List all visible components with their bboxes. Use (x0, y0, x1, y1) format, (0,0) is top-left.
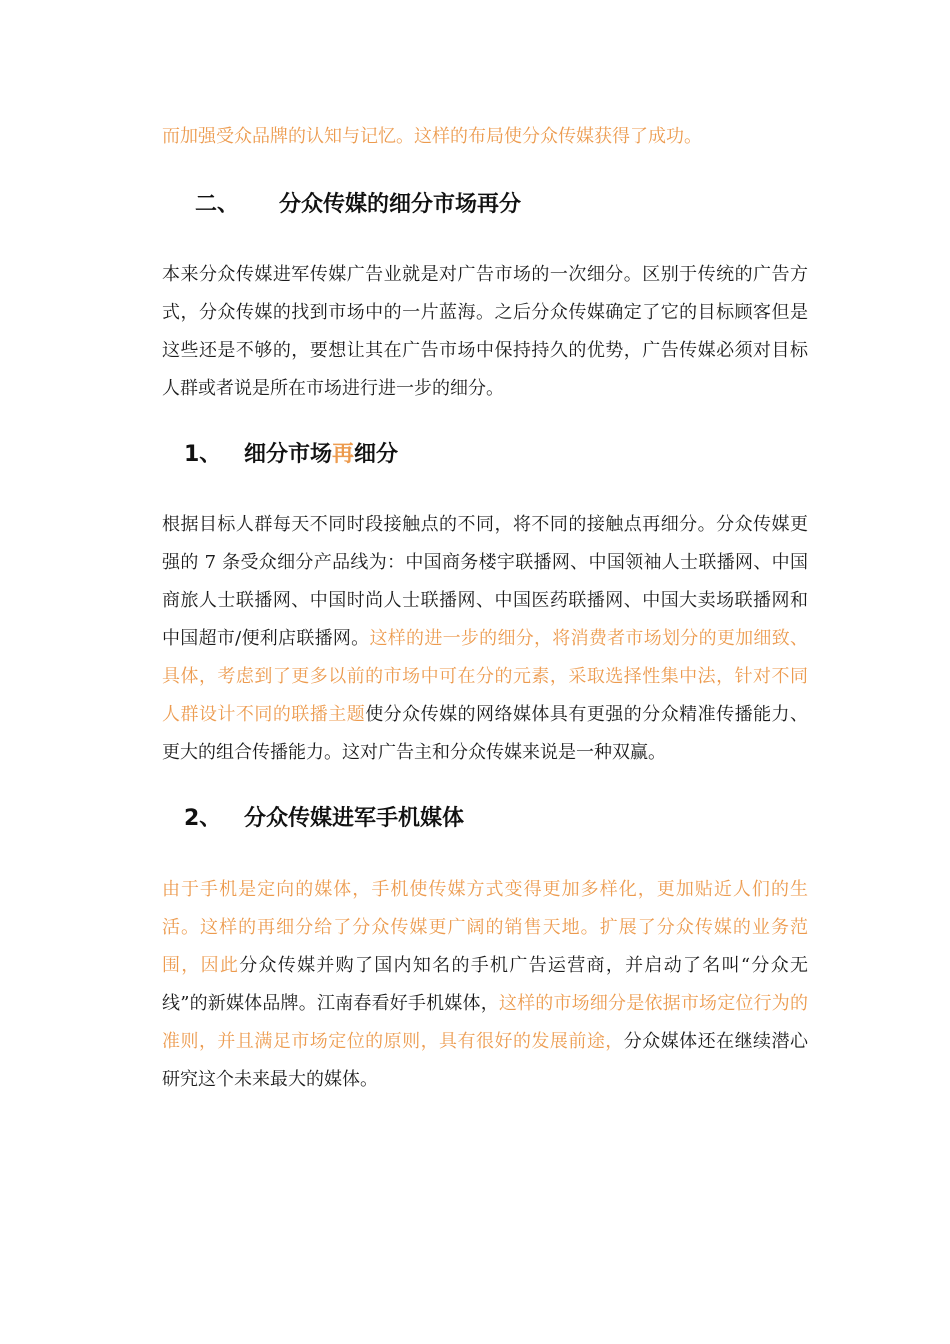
subsection-one-title-highlight: 再 (332, 442, 355, 467)
paragraph-two-text-b: 这样的进一步的细分，将消费者市场划分的更加细致、具体，考虑到了更多以前的市场中可在分的元素，采取选择性集中法，针对不同人群设计不同的联播主题 (162, 628, 808, 725)
paragraph-three-text-c: 这样的市场细分是依据市场定位行为的准则，并且满足市场定位的原则，具有很好的发展前途， (162, 993, 808, 1052)
paragraph-three (162, 871, 808, 1099)
subsection-one-number: 1、 (184, 442, 222, 467)
paragraph-three-text-b: 分众传媒并购了国内知名的手机广告运营商，并启动了名叫“分众无线”的新媒体品牌。江南春看好手机媒体， (162, 955, 808, 1014)
subsection-one-title-before: 细分市场 (244, 442, 333, 467)
intro-tail-text: 而加强受众品牌的认知与记忆。这样的布局使分众传媒获得了成功。 (162, 126, 702, 147)
paragraph-three-text-d: 分众媒体还在继续潜心研究这个未来最大的媒体。 (162, 1031, 809, 1090)
subsection-two-heading (184, 804, 464, 834)
subsection-two-title: 分众传媒进军手机媒体 (244, 806, 465, 831)
section-two-heading (195, 190, 521, 220)
intro-tail-paragraph (162, 118, 808, 156)
paragraph-two (162, 506, 808, 772)
paragraph-one-text: 本来分众传媒进军传媒广告业就是对广告市场的一次细分。区别于传统的广告方式，分众传媒的找到市场中的一片蓝海。之后分众传媒确定了它的目标顾客但是这些还是不够的，要想让其在广告市场中保持持久的优势，广告传媒必须对目标人群或者说是所在市场进行进一步的细分。 (162, 264, 808, 399)
paragraph-one (162, 256, 808, 408)
section-two-number: 二、 (195, 192, 240, 217)
section-two-title: 分众传媒的细分市场再分 (279, 192, 522, 217)
subsection-one-title-after: 细分 (354, 442, 399, 467)
paragraph-two-text-a: 根据目标人群每天不同时段接触点的不同，将不同的接触点再细分。分众传媒更强的 7 条受众细分产品线为：中国商务楼宇联播网、中国领袖人士联播网、中国商旅人士联播网、中国时尚人士联播网、中国医药联播网、中国大卖场联播网和中国超市/便利店联播网。 (162, 514, 808, 649)
paragraph-two-text-c: 使分众传媒的网络媒体具有更强的分众精准传播能力、更大的组合传播能力。这对广告主和分众传媒来说是一种双赢。 (162, 704, 809, 763)
subsection-one-heading (184, 440, 398, 470)
paragraph-three-text-a: 由于手机是定向的媒体，手机使传媒方式变得更加多样化，更加贴近人们的生活。这样的再细分给了分众传媒更广阔的销售天地。扩展了分众传媒的业务范围，因此 (162, 879, 808, 976)
subsection-two-number: 2、 (184, 806, 222, 831)
